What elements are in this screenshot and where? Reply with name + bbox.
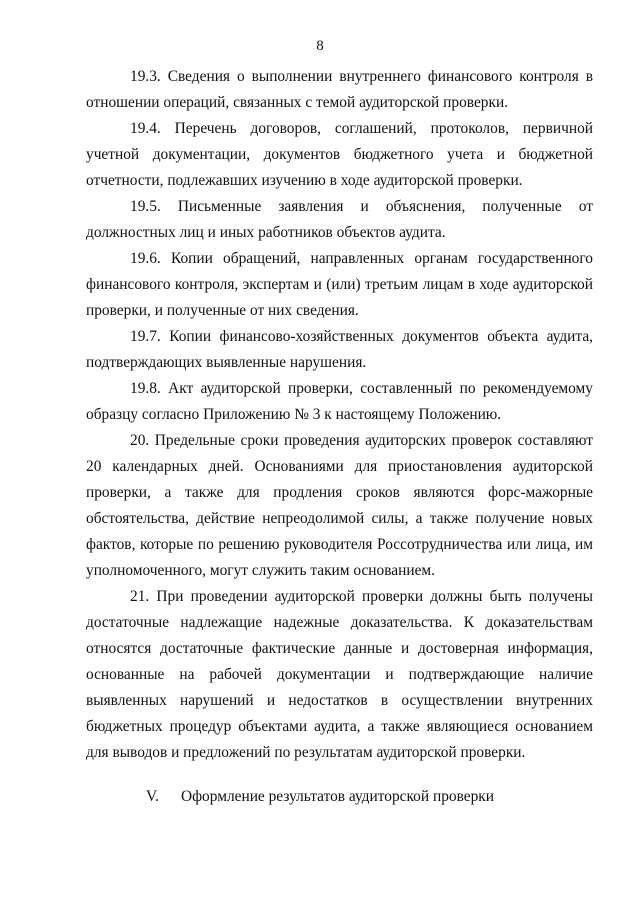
paragraph-19-4: 19.4. Перечень договоров, соглашений, протоколов, первичной учетной документации, документов бюджетного учета и бюджетной отчетности, подлежавших изучению в ходе аудиторской проверки.	[86, 120, 593, 189]
document-body	[86, 64, 593, 766]
paragraph-19-5: 19.5. Письменные заявления и объяснения, полученные от должностных лиц и иных работников объектов аудита.	[86, 198, 593, 241]
paragraph-19-6: 19.6. Копии обращений, направленных органам государственного финансового контроля, экспертам и (или) третьим лицам в ходе аудиторской проверки, и полученные от них сведения.	[86, 250, 593, 319]
section-heading	[0, 788, 640, 806]
page-number: 8	[316, 38, 324, 54]
section-number: V.	[145, 788, 159, 805]
paragraph-21: 21. При проведении аудиторской проверки должны быть получены достаточные надлежащие надежные доказательства. К доказательствам относятся достаточные фактические данные и достоверная информация, основанные на рабочей документации и подтверждающие наличие выявленных нарушений и недостатков в осуществлении внутренних бюджетных процедур объектами аудита, а также являющиеся основанием для выводов и предложений по результатам аудиторской проверки.	[86, 588, 593, 761]
paragraph-19-8: 19.8. Акт аудиторской проверки, составленный по рекомендуемому образцу согласно Приложению № 3 к настоящему Положению.	[86, 380, 593, 423]
paragraph-19-3: 19.3. Сведения о выполнении внутреннего финансового контроля в отношении операций, связанных с темой аудиторской проверки.	[86, 68, 593, 111]
paragraph-19-7: 19.7. Копии финансово-хозяйственных документов объекта аудита, подтверждающих выявленные нарушения.	[86, 328, 593, 371]
paragraph-20: 20. Предельные сроки проведения аудиторских проверок составляют 20 календарных дней. Основаниями для приостановления аудиторской проверки, а также для продления сроков являются форс-мажорные обстоятельства, действие непреодолимой силы, а также получение новых фактов, которые по решению руководителя Россотрудничества или лица, им уполномоченного, могут служить таким основанием.	[86, 432, 593, 579]
section-title: Оформление результатов аудиторской проверки	[180, 788, 495, 805]
